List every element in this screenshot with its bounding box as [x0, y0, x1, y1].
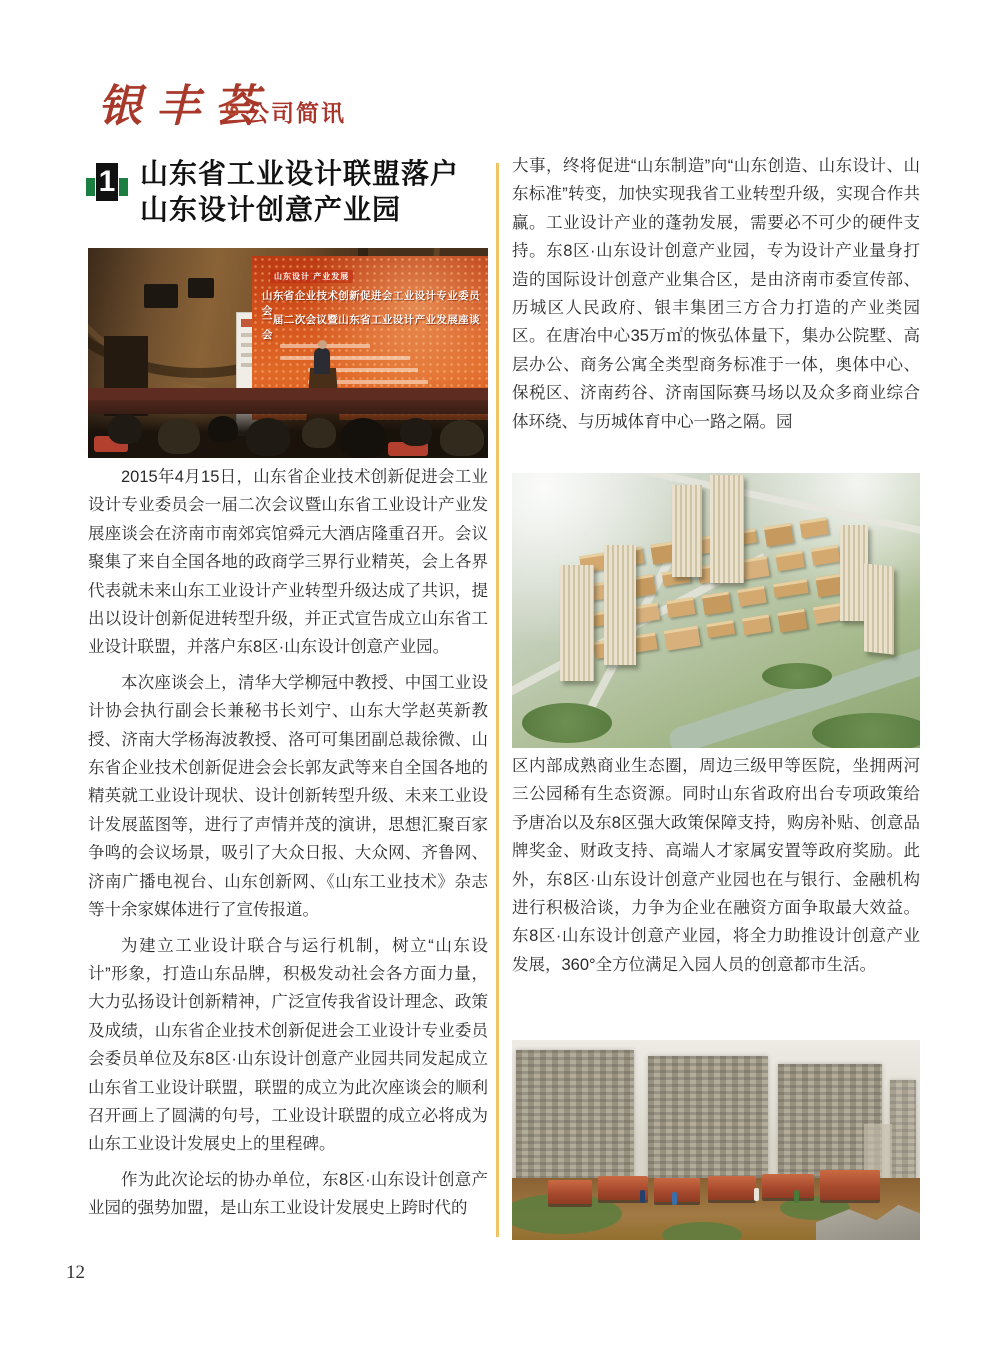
paragraph: 2015年4月15日，山东省企业技术创新促进会工业设计专业委员会一届二次会议暨山东省工业设计产业发展座谈会在济南市南郊宾馆舜元大酒店隆重召开。会议聚集了来自全国各地的政商学三界行业精英，会上各界代表就未来山东工业设计产业转型升级达成了共识，提出以设计创新促进转型升级，并正式宣告成立山东省工业设计联盟，并落户东8区·山东设计创意产业园。 [88, 468, 488, 657]
high-rise-tower [710, 475, 744, 583]
dump-truck [708, 1176, 756, 1200]
audience-head [246, 418, 290, 456]
right-column-middle [512, 752, 920, 979]
high-rise-tower [560, 565, 594, 681]
badge-green-block [86, 178, 95, 196]
article-title [140, 156, 500, 228]
left-column [88, 463, 488, 1230]
trees [522, 703, 612, 743]
audience-head [340, 418, 386, 458]
high-rise-tower [864, 563, 894, 654]
article-title-line1: 山东省工业设计联盟落户 [140, 158, 460, 189]
dump-truck [548, 1180, 592, 1204]
high-rise-tower [672, 485, 702, 577]
aerial-rendering-photo [512, 473, 920, 748]
speaker [314, 348, 330, 374]
audience [88, 400, 488, 458]
audience-head [302, 418, 336, 448]
truck-row [512, 1168, 920, 1210]
trees [812, 713, 920, 748]
column-divider [496, 163, 499, 1237]
speaker-head [318, 340, 327, 349]
section-label: 公司简讯 [246, 100, 346, 126]
audience-head [108, 414, 142, 444]
audience-head [400, 418, 432, 446]
wall-vent [188, 278, 214, 298]
wall-vent [144, 284, 178, 308]
page-number: 12 [66, 1262, 85, 1283]
dump-truck [654, 1178, 700, 1202]
construction-site-photo [512, 1040, 920, 1240]
company-logo: 银丰荟 [98, 81, 272, 132]
article-title-line2: 山东设计创意产业园 [140, 194, 402, 225]
dump-truck [820, 1170, 880, 1200]
banner-title-line1: 山东省企业技术创新促进会工业设计专业委员会 [262, 290, 480, 317]
paragraph: 本次座谈会上，清华大学柳冠中教授、中国工业设计协会执行副会长兼秘书长刘宁、山东大学赵英新教授、济南大学杨海波教授、洛可可集团副总裁徐微、山东省企业技术创新促进会会长郭友武等来自全国各地的精英就工业设计现状、设计创新转型升级、未来工业设计发展蓝图等，进行了声情并茂的演讲，思想汇聚百家争鸣的会议场景，吸引了大众日报、大众网、齐鲁网、济南广播电视台、山东创新网、《山东工业技术》杂志等十余家媒体进行了宣传报道。 [88, 673, 488, 920]
audience-head [208, 416, 238, 442]
paragraph: 区内部成熟商业生态圈，周边三级甲等医院，坐拥两河三公园稀有生态资源。同时山东省政府出台专项政策给予唐冶以及东8区强大政策保障支持，购房补贴、创意品牌奖金、财政支持、高端人才家属安置等政府奖励。此外，东8区·山东设计创意产业园也在与银行、金融机构进行积极洽谈，力争为企业在融资方面争取最大效益。东8区·山东设计创意产业园，将全力助推设计创意产业发展，360°全方位满足入园人员的创意都市生活。 [512, 757, 920, 974]
high-rise-tower [604, 545, 636, 665]
worker [754, 1188, 759, 1201]
banner-title-line2: 一届二次会议暨山东省工业设计产业发展座谈会 [262, 314, 480, 341]
worker [640, 1190, 645, 1203]
right-column-top [512, 152, 920, 436]
paragraph: 作为此次论坛的协办单位，东8区·山东设计创意产业园的强势加盟，是山东工业设计发展史上跨时代的 [88, 1170, 488, 1218]
article-number-badge [86, 163, 128, 203]
residential-tower [516, 1050, 634, 1185]
badge-number: 1 [96, 163, 118, 201]
paragraph: 为建立工业设计联合与运行机制，树立“山东设计”形象，打造山东品牌，积极发动社会各方面力量，大力弘扬设计创新精神，广泛宣传我省设计理念、政策及成绩，山东省企业技术创新促进会工业设计专业委员会委员单位及东8区·山东设计创意产业园共同发起成立山东省工业设计联盟，联盟的成立为此次座谈会的顺利召开画上了圆满的句号，工业设计联盟的成立必将成为山东工业设计发展史上的里程碑。 [88, 936, 488, 1154]
worker [794, 1190, 799, 1203]
residential-tower [648, 1056, 768, 1184]
dump-truck [762, 1174, 814, 1198]
audience-head [440, 420, 484, 456]
banner-tagline: 山东设计 产业发展 [270, 270, 353, 283]
worker [672, 1192, 677, 1205]
badge-green-block [119, 178, 128, 196]
conference-photo [88, 248, 488, 458]
swirl-icon [222, 98, 242, 118]
audience-head [158, 418, 200, 454]
paragraph: 大事，终将促进“山东制造”向“山东创造、山东设计、山东标准”转变，加快实现我省工业转型升级，实现合作共赢。工业设计产业的蓬勃发展，需要必不可少的硬件支持。东8区·山东设计创意产业园，专为设计产业量身打造的国际设计创意产业集合区，是由济南市委宣传部、历城区人民政府、银丰集团三方合力打造的产业类园区。在唐冶中心35万㎡的恢弘体量下，集办公院墅、高层办公、商务公寓全类型商务标准于一体，奥体中心、保税区、济南药谷、济南国际赛马场以及众多商业综合体环绕、与历城体育中心一路之隔。园 [512, 157, 920, 431]
